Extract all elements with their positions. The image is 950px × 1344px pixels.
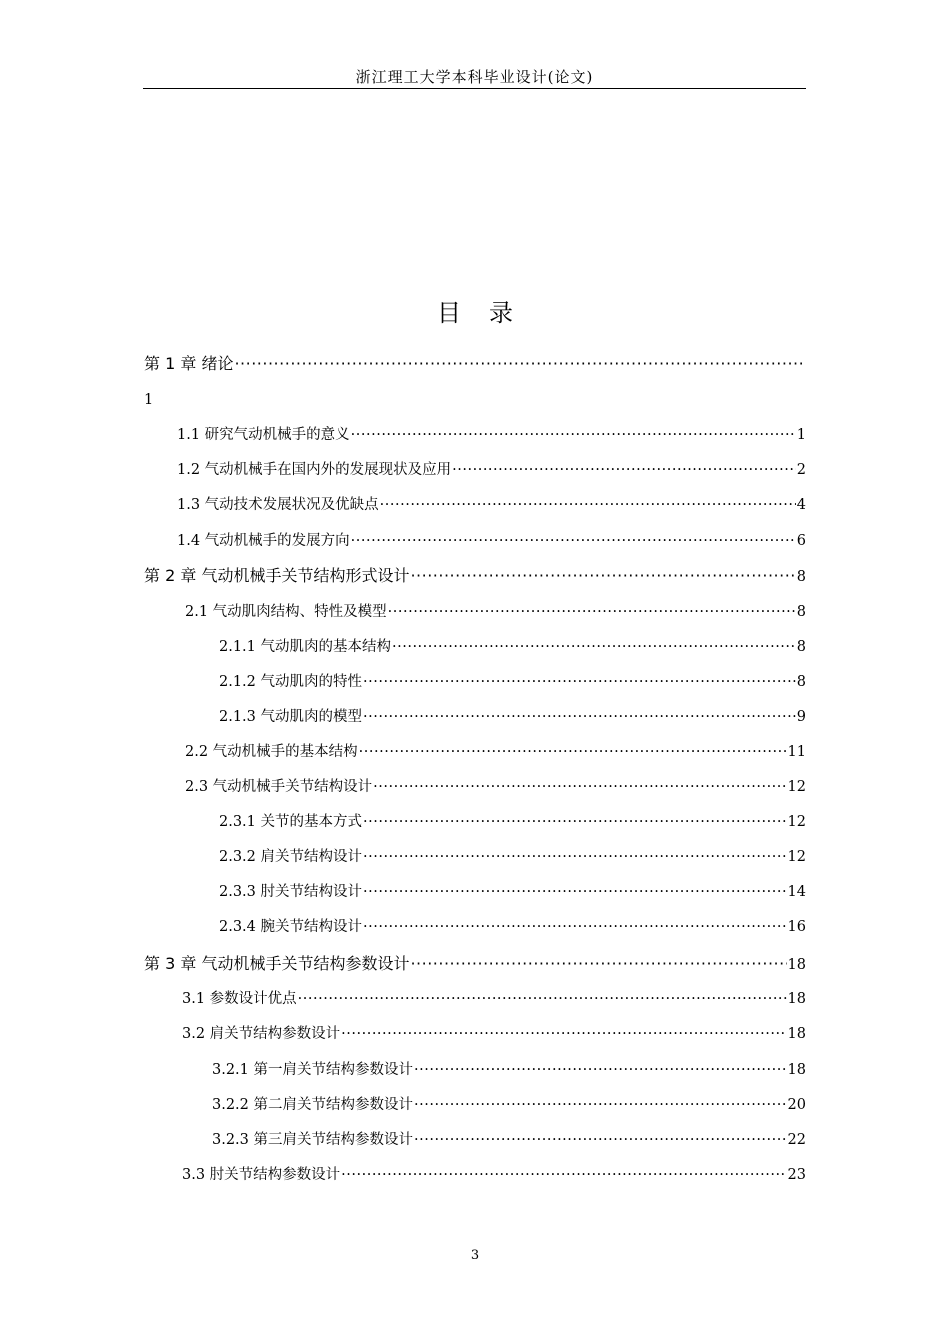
toc-leader	[298, 987, 787, 1011]
toc-leader	[234, 352, 805, 376]
toc-entry[interactable]	[185, 775, 806, 799]
toc-entry-page: 20	[787, 1097, 806, 1113]
toc-entry[interactable]	[185, 600, 806, 624]
toc-entry-page: 8	[796, 569, 806, 585]
toc-entry-label: 1.2 气动机械手在国内外的发展现状及应用	[177, 462, 452, 478]
toc-entry[interactable]	[219, 670, 806, 694]
toc-leader	[414, 1128, 787, 1152]
toc-entry-label: 1.1 研究气动机械手的意义	[177, 427, 350, 443]
toc-entry-label: 第 1 章 绪论	[144, 354, 234, 373]
page-number: 3	[470, 1248, 480, 1263]
toc-entry-label: 3.2.1 第一肩关节结构参数设计	[212, 1062, 414, 1078]
toc-entry-page: 9	[796, 709, 806, 725]
toc-entry[interactable]	[182, 1163, 806, 1187]
toc-chapter-3[interactable]	[144, 952, 806, 976]
toc-chapter-1[interactable]	[144, 352, 806, 376]
toc-entry[interactable]	[185, 740, 806, 764]
toc-entry-label: 2.2 气动机械手的基本结构	[185, 744, 358, 760]
toc-entry-label: 第 2 章 气动机械手关节结构形式设计	[144, 566, 410, 585]
toc-leader	[414, 1093, 787, 1117]
toc-leader	[414, 1058, 787, 1082]
toc-entry[interactable]	[219, 880, 806, 904]
toc-entry-label: 1.4 气动机械手的发展方向	[177, 533, 350, 549]
toc-leader	[452, 458, 796, 482]
toc-entry-label: 1.3 气动技术发展状况及优缺点	[177, 497, 379, 513]
toc-leader	[363, 810, 787, 834]
toc-entry-page: 8	[796, 639, 806, 655]
toc-title-part1: 目	[437, 299, 461, 327]
toc-entry[interactable]	[219, 635, 806, 659]
toc-entry-page: 16	[787, 919, 806, 935]
toc-entry-label: 3.2 肩关节结构参数设计	[182, 1026, 341, 1042]
toc-entry-page: 12	[787, 779, 806, 795]
toc-entry-label: 2.3.2 肩关节结构设计	[219, 849, 363, 865]
toc-leader	[410, 952, 786, 976]
toc-leader	[363, 670, 796, 694]
toc-leader	[351, 423, 796, 447]
toc-leader	[363, 705, 796, 729]
toc-entry-page: 12	[787, 814, 806, 830]
toc-entry[interactable]	[219, 845, 806, 869]
toc-entry[interactable]	[177, 493, 806, 517]
toc-entry[interactable]	[219, 915, 806, 939]
toc-chapter-1-page: 1	[144, 392, 154, 408]
toc-entry-label: 2.1.2 气动肌肉的特性	[219, 674, 363, 690]
toc-entry-label: 2.1 气动肌肉结构、特性及模型	[185, 604, 387, 620]
toc-entry[interactable]	[177, 529, 806, 553]
toc-entry-label: 2.1.1 气动肌肉的基本结构	[219, 639, 392, 655]
toc-leader	[410, 564, 795, 588]
toc-chapter-2[interactable]	[144, 564, 806, 588]
toc-entry-page: 12	[787, 849, 806, 865]
toc-entry-label: 2.3.1 关节的基本方式	[219, 814, 363, 830]
toc-entry-page: 18	[787, 991, 806, 1007]
toc-entry[interactable]	[219, 705, 806, 729]
toc-leader	[351, 529, 796, 553]
toc-entry[interactable]	[219, 810, 806, 834]
toc-leader	[363, 915, 787, 939]
toc-entry-page: 22	[787, 1132, 806, 1148]
toc-entry-label: 3.2.2 第二肩关节结构参数设计	[212, 1097, 414, 1113]
toc-leader	[388, 600, 796, 624]
toc-entry[interactable]	[212, 1093, 806, 1117]
toc-entry-page: 18	[787, 1026, 806, 1042]
toc-entry-label: 3.1 参数设计优点	[182, 991, 297, 1007]
toc-leader	[373, 775, 786, 799]
toc-leader	[359, 740, 787, 764]
toc-entry-page: 23	[787, 1167, 806, 1183]
toc-entry-label: 2.3.3 肘关节结构设计	[219, 884, 363, 900]
toc-title	[0, 296, 950, 330]
toc-entry-page: 1	[796, 427, 806, 443]
toc-entry-label: 3.2.3 第三肩关节结构参数设计	[212, 1132, 414, 1148]
toc-entry-page: 18	[787, 957, 806, 973]
toc-entry-page: 2	[796, 462, 806, 478]
toc-entry[interactable]	[182, 1022, 806, 1046]
toc-entry-label: 3.3 肘关节结构参数设计	[182, 1167, 341, 1183]
toc-entry[interactable]	[182, 987, 806, 1011]
toc-entry-page: 11	[787, 744, 806, 760]
toc-leader	[341, 1163, 786, 1187]
toc-entry-label: 2.3 气动机械手关节结构设计	[185, 779, 373, 795]
page-header: 浙江理工大学本科毕业设计(论文)	[355, 68, 594, 86]
toc-entry-page: 8	[796, 674, 806, 690]
toc-entry[interactable]	[177, 423, 806, 447]
toc-entry-label: 2.1.3 气动肌肉的模型	[219, 709, 363, 725]
toc-entry[interactable]	[212, 1058, 806, 1082]
toc-entry-page: 4	[796, 497, 806, 513]
toc-leader	[363, 880, 787, 904]
toc-entry-label: 第 3 章 气动机械手关节结构参数设计	[144, 954, 410, 973]
toc-entry-page: 8	[796, 604, 806, 620]
toc-entry[interactable]	[177, 458, 806, 482]
toc-entry-label: 2.3.4 腕关节结构设计	[219, 919, 363, 935]
toc-leader	[392, 635, 796, 659]
toc-leader	[363, 845, 787, 869]
toc-entry[interactable]	[212, 1128, 806, 1152]
toc-leader	[380, 493, 796, 517]
toc-title-part2: 录	[489, 299, 513, 327]
toc-entry-page: 6	[796, 533, 806, 549]
toc-entry-page: 14	[787, 884, 806, 900]
toc-entry-page: 18	[787, 1062, 806, 1078]
header-rule	[143, 88, 806, 89]
toc-leader	[341, 1022, 786, 1046]
